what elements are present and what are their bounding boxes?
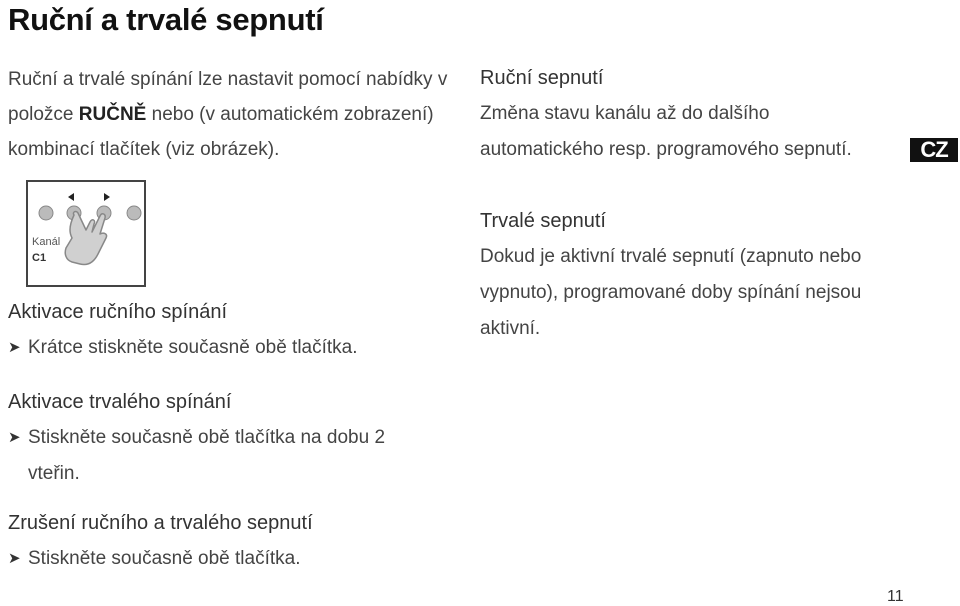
intro-bold-menu-item: RUČNĚ bbox=[78, 104, 147, 125]
arrowhead-right-icon: ➤ bbox=[8, 339, 21, 356]
bullet-text: Stiskněte současně obě tlačítka na dobu 2 vteřin. bbox=[28, 427, 386, 484]
channel-label: Kanál bbox=[32, 236, 61, 248]
section-permanent-switching bbox=[480, 203, 900, 347]
intro-text-end: nebo (v automatickém zobrazení) kombinací tlačítek (viz obrázek). bbox=[8, 104, 434, 160]
device-drawing bbox=[28, 182, 144, 285]
language-badge: CZ bbox=[910, 138, 958, 162]
channel-value: C1 bbox=[32, 252, 47, 264]
section-heading: Aktivace ručního spínání bbox=[8, 301, 228, 323]
section-manual-activation bbox=[8, 294, 448, 366]
arrowhead-right-icon: ➤ bbox=[8, 550, 21, 567]
bullet-item bbox=[8, 330, 448, 366]
button-4-icon bbox=[127, 206, 141, 220]
section-text: Změna stavu kanálu až do dalšího automatického resp. programového sepnutí. bbox=[480, 103, 852, 160]
bullet-item bbox=[8, 420, 418, 492]
arrowhead-right-icon: ➤ bbox=[8, 429, 21, 446]
section-permanent-activation bbox=[8, 384, 418, 492]
right-arrow-icon bbox=[104, 193, 110, 201]
section-heading: Ruční sepnutí bbox=[480, 67, 604, 89]
intro-text-start: Ruční a trvalé spínání lze nastavit pomocí nabídky v položce bbox=[8, 69, 448, 125]
section-heading: Aktivace trvalého spínání bbox=[8, 391, 232, 413]
section-manual-switching bbox=[480, 60, 880, 168]
left-arrow-icon bbox=[68, 193, 74, 201]
page-number: 11 bbox=[887, 588, 904, 605]
section-heading: Trvalé sepnutí bbox=[480, 210, 606, 232]
device-illustration bbox=[26, 180, 146, 287]
intro-paragraph bbox=[8, 62, 458, 167]
section-cancel bbox=[8, 505, 448, 577]
page-title: Ruční a trvalé sepnutí bbox=[8, 2, 324, 37]
hand-pressing-icon bbox=[65, 212, 106, 265]
button-1-icon bbox=[39, 206, 53, 220]
section-heading: Zrušení ručního a trvalého sepnutí bbox=[8, 512, 313, 534]
bullet-item bbox=[8, 541, 448, 577]
bullet-text: Stiskněte současně obě tlačítka. bbox=[28, 548, 301, 569]
section-text: Dokud je aktivní trvalé sepnutí (zapnuto nebo vypnuto), programované doby spínání nejsou aktivní. bbox=[480, 246, 862, 339]
bullet-text: Krátce stiskněte současně obě tlačítka. bbox=[28, 337, 358, 358]
